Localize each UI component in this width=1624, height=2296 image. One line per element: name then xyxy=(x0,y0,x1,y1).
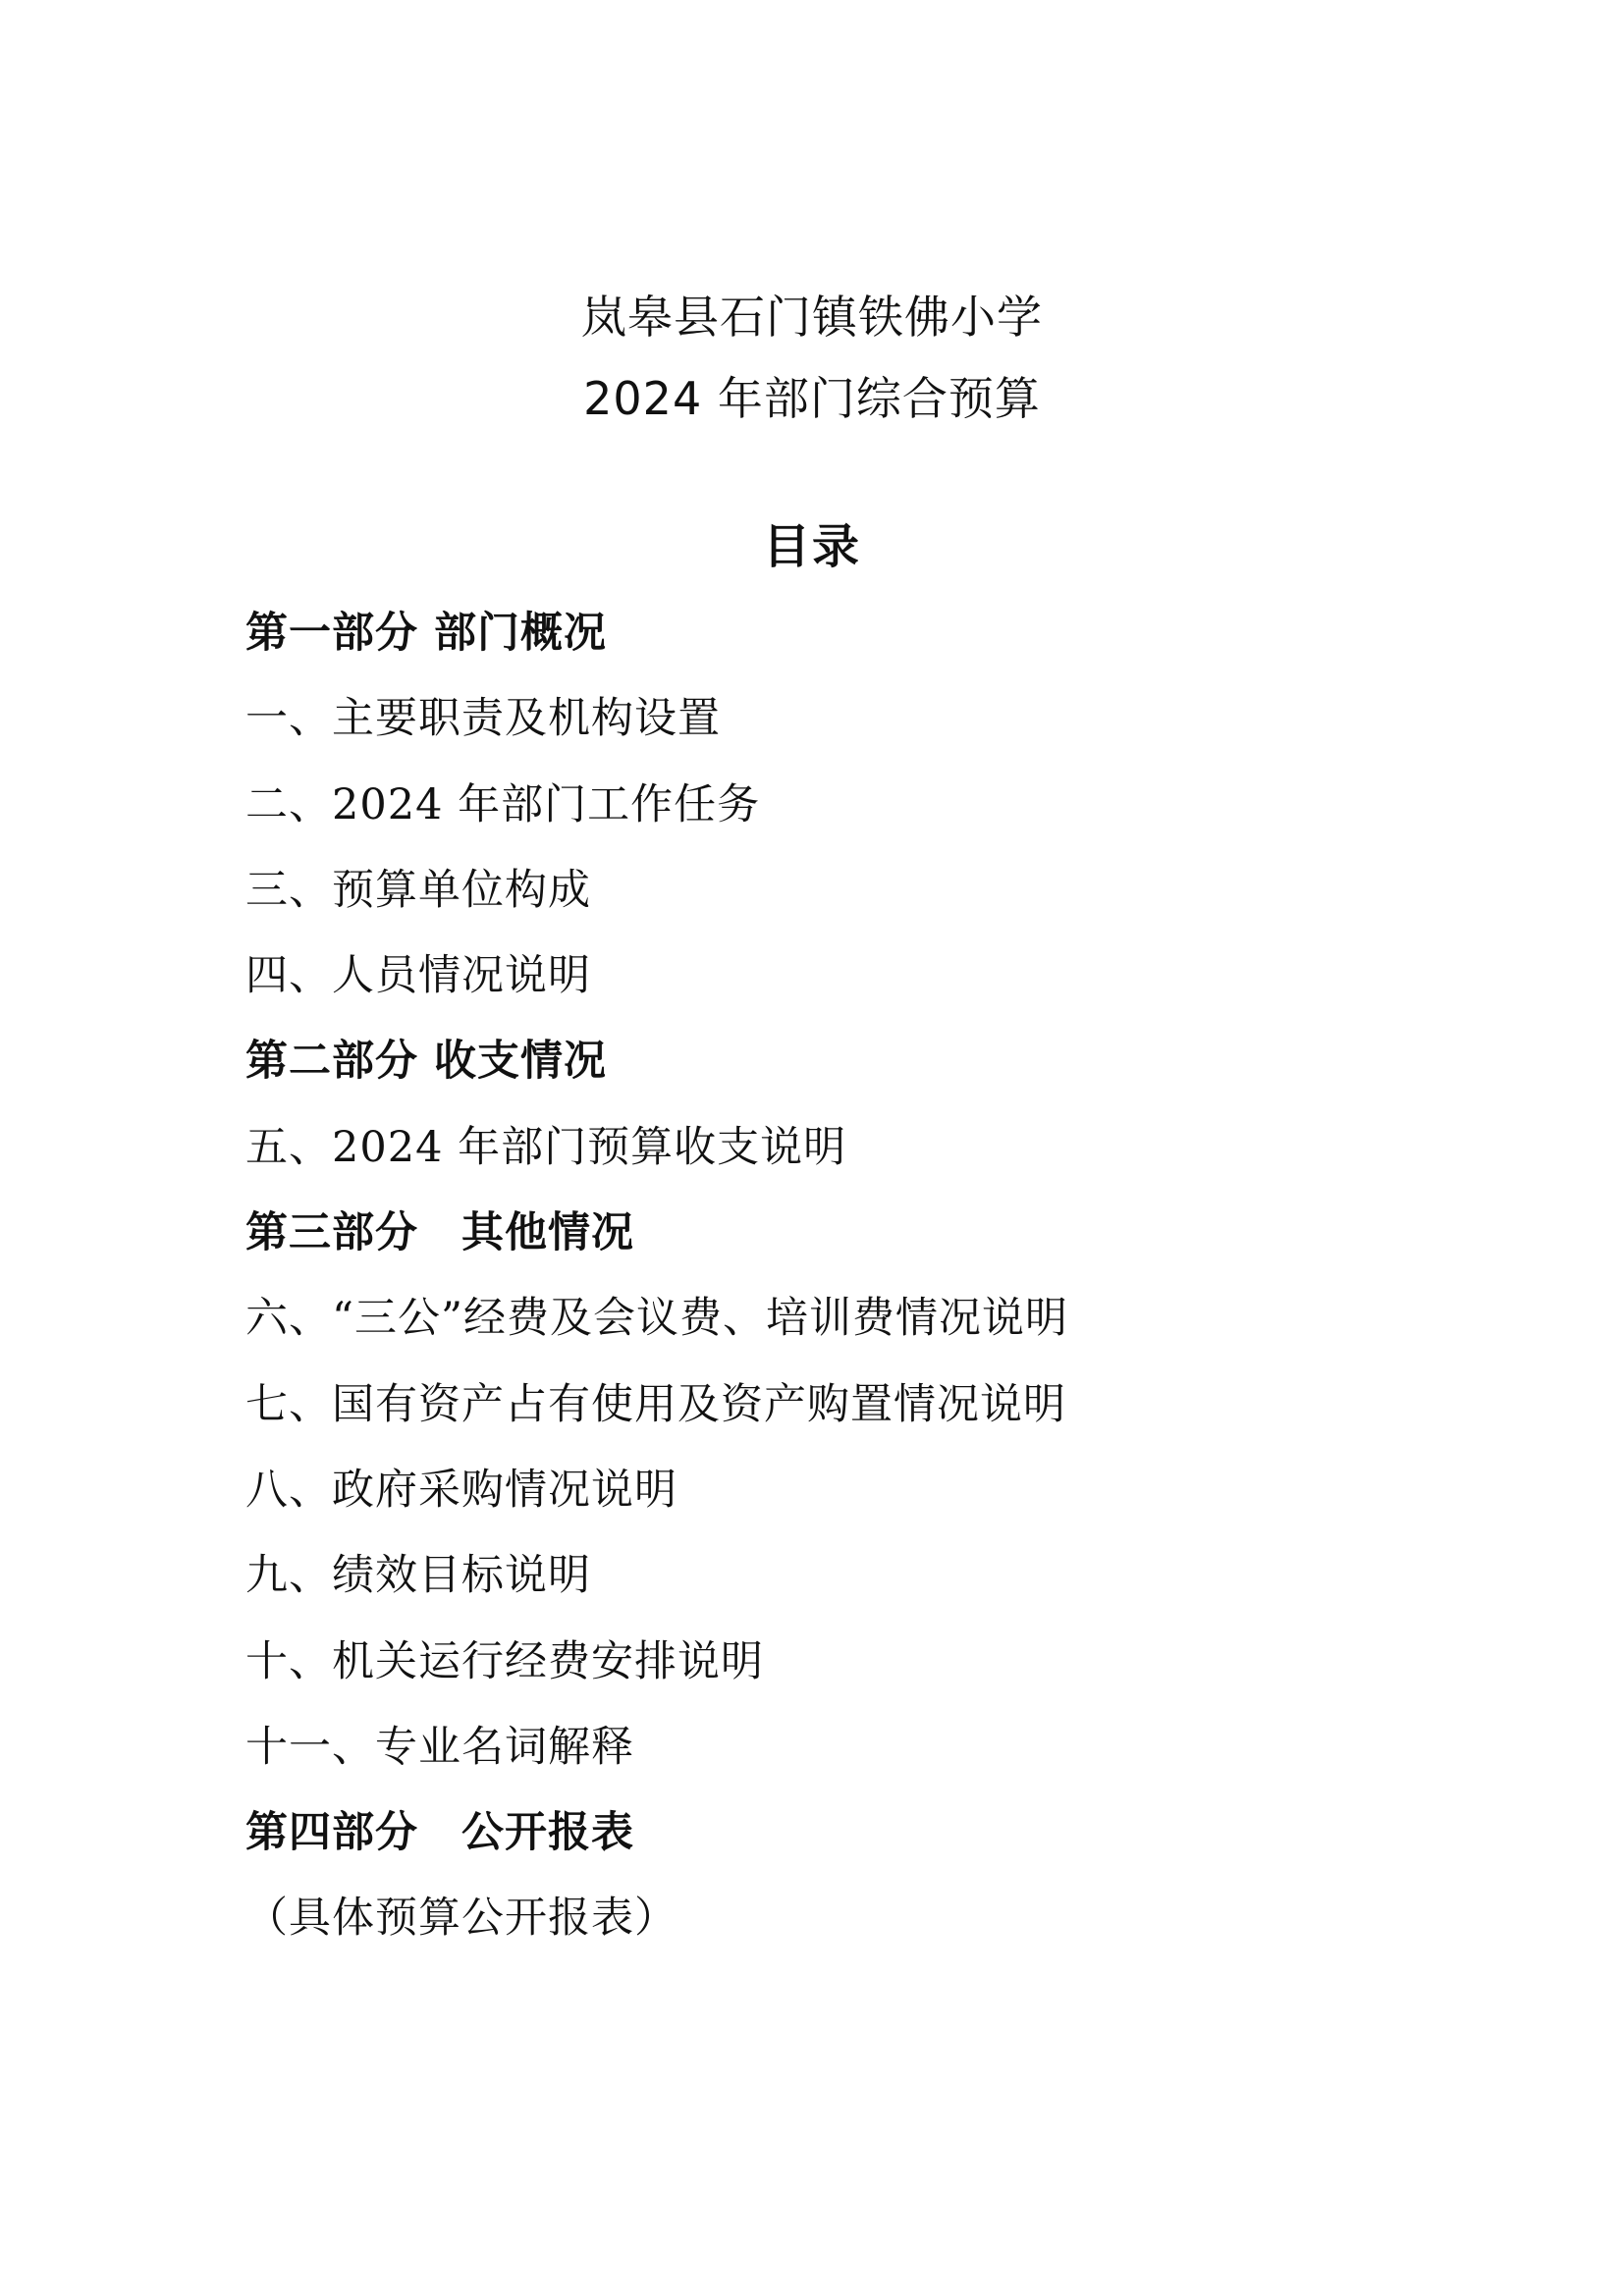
toc-section-8: 八、政府采购情况说明 xyxy=(245,1465,677,1515)
toc-section-4: 四、人员情况说明 xyxy=(245,951,591,1001)
table-of-contents xyxy=(245,604,1424,1975)
toc-note: （具体预算公开报表） xyxy=(245,1894,677,1944)
toc-section-7: 七、国有资产占有使用及资产购置情况说明 xyxy=(245,1379,1066,1429)
toc-section-2: 二、2024 年部门工作任务 xyxy=(245,779,761,829)
toc-part-3: 第三部分 其他情况 xyxy=(245,1208,634,1258)
toc-part-2: 第二部分 收支情况 xyxy=(245,1037,607,1087)
toc-part-4: 第四部分 公开报表 xyxy=(245,1808,634,1858)
toc-section-1: 一、主要职责及机构设置 xyxy=(245,694,721,744)
toc-part-1: 第一部分 部门概况 xyxy=(245,609,607,658)
toc-section-11: 十一、专业名词解释 xyxy=(245,1722,634,1772)
toc-section-6: 六、“三公”经费及会议费、培训费情况说明 xyxy=(245,1294,1068,1344)
toc-section-5: 五、2024 年部门预算收支说明 xyxy=(245,1122,847,1172)
toc-heading: 目录 xyxy=(762,519,861,574)
toc-section-3: 三、预算单位构成 xyxy=(245,865,591,915)
toc-section-10: 十、机关运行经费安排说明 xyxy=(245,1636,764,1686)
document-title-line-2: 2024 年部门综合预算 xyxy=(583,372,1041,425)
document-title-line-1: 岚皋县石门镇铁佛小学 xyxy=(581,291,1043,344)
toc-section-9: 九、绩效目标说明 xyxy=(245,1551,591,1601)
